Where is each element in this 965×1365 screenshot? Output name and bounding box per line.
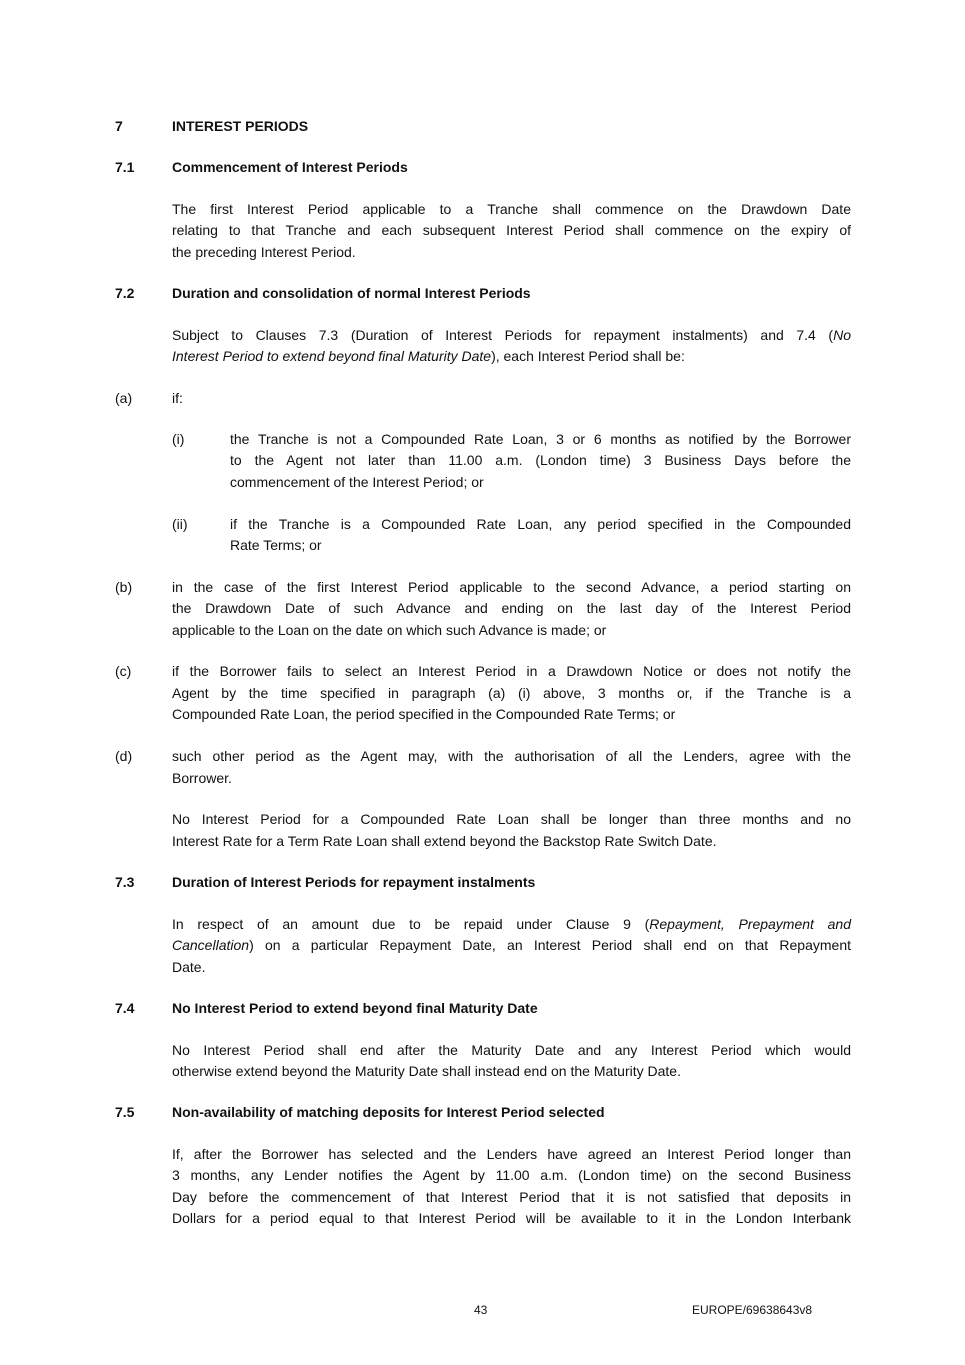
paragraph-line: Dollars for a period equal to that Interest Period will be available to it in the London Interbank xyxy=(172,1210,851,1226)
item-label: (d) xyxy=(115,748,133,764)
paragraph-line: Date. xyxy=(172,959,206,975)
paragraph-line: No Interest Period for a Compounded Rate Loan shall be longer than three months and no xyxy=(172,811,851,827)
subitem-line: the Tranche is not a Compounded Rate Loan, 3 or 6 months as notified by the Borrower xyxy=(230,431,851,447)
section-7-3-title: Duration of Interest Periods for repayment instalments xyxy=(172,874,536,890)
subitem-line: if the Tranche is a Compounded Rate Loan, any period specified in the Compounded xyxy=(230,516,851,532)
paragraph-line xyxy=(172,325,851,345)
text: ), each Interest Period shall be: xyxy=(491,348,685,364)
item-text: if: xyxy=(172,390,183,406)
subitem-line: commencement of the Interest Period; or xyxy=(230,474,484,490)
paragraph-line: If, after the Borrower has selected and the Lenders have agreed an Interest Period longer than xyxy=(172,1146,851,1162)
paragraph-line xyxy=(172,935,851,955)
section-7-1-number: 7.1 xyxy=(115,159,135,175)
item-label: (a) xyxy=(115,390,133,406)
section-7-3-number: 7.3 xyxy=(115,874,135,890)
paragraph-line: 3 months, any Lender notifies the Agent by 11.00 a.m. (London time) on the second Business xyxy=(172,1167,851,1183)
clause-title: INTEREST PERIODS xyxy=(172,118,309,134)
item-line: the Drawdown Date of such Advance and ending on the last day of the Interest Period xyxy=(172,600,851,616)
subitem-label: (i) xyxy=(172,431,185,447)
italic-reference: Cancellation xyxy=(172,937,250,953)
paragraph-line: the preceding Interest Period. xyxy=(172,244,356,260)
subitem-line: to the Agent not later than 11.00 a.m. (London time) 3 Business Days before the xyxy=(230,452,851,468)
paragraph-line: The first Interest Period applicable to a Tranche shall commence on the Drawdown Date xyxy=(172,201,851,217)
page-number: 43 xyxy=(474,1303,488,1317)
item-line: such other period as the Agent may, with the authorisation of all the Lenders, agree with the xyxy=(172,748,851,764)
item-label: (c) xyxy=(115,663,132,679)
paragraph-line xyxy=(172,346,851,366)
paragraph-line: relating to that Tranche and each subsequent Interest Period shall commence on the expiry of xyxy=(172,222,851,238)
paragraph-line: Day before the commencement of that Interest Period that it is not satisfied that deposits in xyxy=(172,1189,851,1205)
item-line: Compounded Rate Loan, the period specified in the Compounded Rate Terms; or xyxy=(172,706,676,722)
item-line: Agent by the time specified in paragraph (a) (i) above, 3 months or, if the Tranche is a xyxy=(172,685,851,701)
text: In respect of an amount due to be repaid under Clause 9 ( xyxy=(172,916,650,932)
paragraph-line xyxy=(172,914,851,934)
italic-reference: Repayment, Prepayment and xyxy=(649,916,851,932)
section-7-2-number: 7.2 xyxy=(115,285,135,301)
text: ) on a particular Repayment Date, an Interest Period shall end on that Repayment xyxy=(249,937,851,953)
italic-reference: Interest Period to extend beyond final Maturity Date xyxy=(172,348,492,364)
section-7-5-title: Non-availability of matching deposits for Interest Period selected xyxy=(172,1104,605,1120)
paragraph-line: No Interest Period shall end after the Maturity Date and any Interest Period which would xyxy=(172,1042,851,1058)
section-7-2-title: Duration and consolidation of normal Interest Periods xyxy=(172,285,531,301)
text: Subject to Clauses 7.3 (Duration of Interest Periods for repayment instalments) and 7.4 ( xyxy=(172,327,834,343)
subitem-label: (ii) xyxy=(172,516,188,532)
section-7-5-number: 7.5 xyxy=(115,1104,135,1120)
item-label: (b) xyxy=(115,579,133,595)
section-7-1-title: Commencement of Interest Periods xyxy=(172,159,408,175)
item-line: if the Borrower fails to select an Interest Period in a Drawdown Notice or does not notify the xyxy=(172,663,851,679)
paragraph-line: otherwise extend beyond the Maturity Date shall instead end on the Maturity Date. xyxy=(172,1063,681,1079)
clause-number: 7 xyxy=(115,118,123,134)
item-line: applicable to the Loan on the date on which such Advance is made; or xyxy=(172,622,607,638)
item-line: in the case of the first Interest Period applicable to the second Advance, a period starting on xyxy=(172,579,851,595)
italic-reference: No xyxy=(833,327,851,343)
document-reference: EUROPE/69638643v8 xyxy=(692,1303,813,1317)
item-line: Borrower. xyxy=(172,770,232,786)
section-7-4-number: 7.4 xyxy=(115,1000,135,1016)
paragraph-line: Interest Rate for a Term Rate Loan shall extend beyond the Backstop Rate Switch Date. xyxy=(172,833,717,849)
section-7-4-title: No Interest Period to extend beyond final Maturity Date xyxy=(172,1000,538,1016)
subitem-line: Rate Terms; or xyxy=(230,537,322,553)
